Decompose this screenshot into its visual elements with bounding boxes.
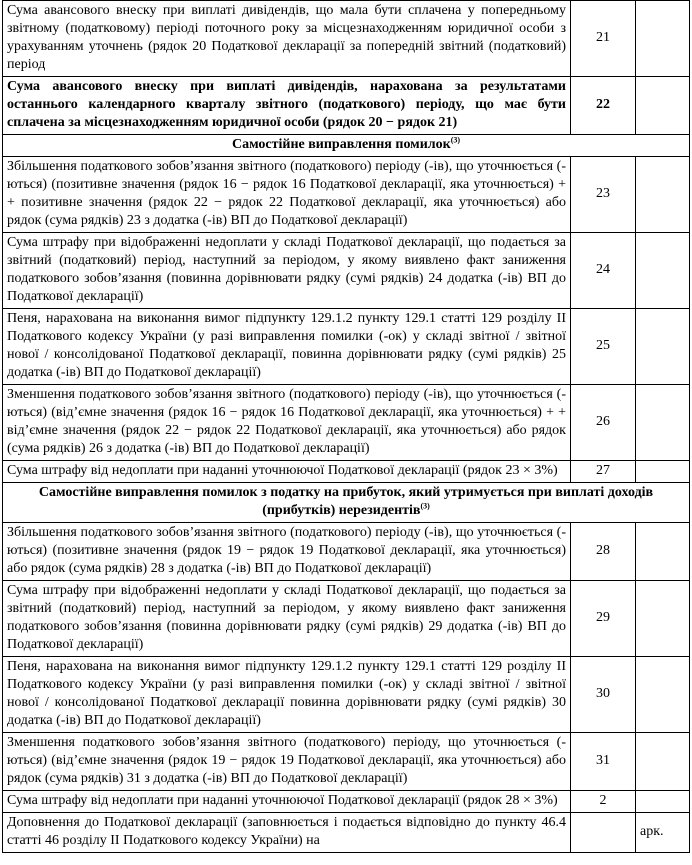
declaration-table xyxy=(2,0,690,853)
table-row xyxy=(3,309,690,385)
row-value-cell[interactable] xyxy=(636,233,690,309)
row-code: 23 xyxy=(571,157,636,233)
table-row xyxy=(3,385,690,461)
row-code: 29 xyxy=(571,581,636,657)
row-description: Сума авансового внеску при виплаті дивідендів, нарахована за результатами останнього календарного кварталу звітного (податкового) періоду, що має бути сплачена за місцезнаходженням юридичної особи (рядок 20 − рядок 21) xyxy=(3,77,571,135)
section-title-text: Самостійне виправлення помилок з податку на прибуток, який утримується при виплаті доходів (прибутків) нерезидентів xyxy=(38,485,654,518)
row-description: Доповнення до Податкової декларації (заповнюється і подається відповідно до пункту 46.4 статті 46 розділу II Податкового кодексу України) на xyxy=(3,813,571,853)
row-description: Зменшення податкового зобов’язання звітного (податкового) періоду (-ів), що уточнюється (-ються) (від’ємне значення (рядок 16 − рядок 16 Податкової декларації, яка уточнюється) + + від’ємне значення (рядок 22 − рядок 22 Податкової декларації, яка уточнюється) або рядок (сума рядків) 26 з додатка (-ів) ВП до Податкової декларації) xyxy=(3,385,571,461)
row-code: 27 xyxy=(571,461,636,483)
row-description: Сума штрафу при відображенні недоплати у складі Податкової декларації, що подається за звітний (податковий) період, наступний за періодом, у якому виявлено факт заниження податкового зобов’язання (повинна дорівнювати рядку (сумі рядків) 24 додатка (-ів) ВП до Податкової декларації) xyxy=(3,233,571,309)
table-row xyxy=(3,1,690,77)
footnote-marker: (3) xyxy=(450,135,461,145)
row-description: Сума штрафу від недоплати при наданні уточнюючої Податкової декларації (рядок 28 × 3%) xyxy=(3,791,571,813)
row-value-cell[interactable] xyxy=(636,461,690,483)
row-description: Сума авансового внеску при виплаті дивідендів, що мала бути сплачена у попередньому звітному (податковому) періоді поточного року за місцезнаходженням юридичної особи з урахуванням уточнень (рядок 20 Податкової декларації за попередній звітний (податковий) період xyxy=(3,1,571,77)
row-value-cell[interactable]: арк. xyxy=(636,813,690,853)
table-row xyxy=(3,157,690,233)
row-description: Збільшення податкового зобов’язання звітного (податкового) періоду (-ів), що уточнюється (-ються) (позитивне значення (рядок 19 − рядок 19 Податкової декларації, яка уточнюється) або рядок (сума рядків) 28 з додатка (-ів) ВП до Податкової декларації) xyxy=(3,523,571,581)
row-code: 22 xyxy=(571,77,636,135)
row-description: Сума штрафу від недоплати при наданні уточнюючої Податкової декларації (рядок 23 × 3%) xyxy=(3,461,571,483)
row-code: 21 xyxy=(571,1,636,77)
row-code: 31 xyxy=(571,733,636,791)
row-code xyxy=(571,813,636,853)
row-description: Збільшення податкового зобов’язання звітного (податкового) періоду (-ів), що уточнюється (-ються) (позитивне значення (рядок 16 − рядок 16 Податкової декларації, яка уточнюється) + + позитивне значення (рядок 22 − рядок 22 Податкової декларації, яка уточнюється) або рядок (сума рядків) 23 з додатка (-ів) ВП до Податкової декларації) xyxy=(3,157,571,233)
row-value-cell[interactable] xyxy=(636,309,690,385)
table-row xyxy=(3,581,690,657)
row-description: Пеня, нарахована на виконання вимог підпункту 129.1.2 пункту 129.1 статті 129 розділу II Податкового кодексу України (у разі виправлення помилки (-ок) у складі звітної / звітної нової / консолідованої Податкової декларації повинна дорівнювати рядку (сумі рядків) 30 додатка (-ів) ВП до Податкової декларації) xyxy=(3,657,571,733)
section-header-row xyxy=(3,135,690,157)
section-title-text: Самостійне виправлення помилок xyxy=(231,137,451,152)
row-code: 26 xyxy=(571,385,636,461)
row-value-cell[interactable] xyxy=(636,523,690,581)
table-row xyxy=(3,657,690,733)
table-row xyxy=(3,733,690,791)
row-value-cell[interactable] xyxy=(636,1,690,77)
row-value-cell[interactable] xyxy=(636,385,690,461)
row-value-cell[interactable] xyxy=(636,77,690,135)
row-code: 24 xyxy=(571,233,636,309)
row-description: Зменшення податкового зобов’язання звітного (податкового) періоду, що уточнюється (-ються) (від’ємне значення (рядок 19 − рядок 19 Податкової декларації, яка уточнюється) або рядок (сума рядків) 31 з додатка (-ів) ВП до Податкової декларації) xyxy=(3,733,571,791)
table-row xyxy=(3,813,690,853)
table-row xyxy=(3,461,690,483)
row-value-cell[interactable] xyxy=(636,733,690,791)
section-title xyxy=(3,135,690,157)
row-value-cell[interactable] xyxy=(636,581,690,657)
row-code: 30 xyxy=(571,657,636,733)
row-description: Пеня, нарахована на виконання вимог підпункту 129.1.2 пункту 129.1 статті 129 розділу II Податкового кодексу України (у разі виправлення помилки (-ок) у складі звітної / звітної нової / консолідованої Податкової декларації, повинна дорівнювати рядку (сумі рядків) 25 додатка (-ів) ВП до Податкової декларації) xyxy=(3,309,571,385)
footnote-marker: (3) xyxy=(420,501,430,511)
row-code: 2 xyxy=(571,791,636,813)
table-row xyxy=(3,791,690,813)
table-row xyxy=(3,523,690,581)
row-code: 28 xyxy=(571,523,636,581)
table-row xyxy=(3,233,690,309)
row-value-cell[interactable] xyxy=(636,157,690,233)
row-code: 25 xyxy=(571,309,636,385)
section-header-row xyxy=(3,483,690,523)
table-row xyxy=(3,77,690,135)
declaration-table-body xyxy=(3,1,690,853)
section-title xyxy=(3,483,690,523)
row-value-cell[interactable] xyxy=(636,657,690,733)
row-value-cell[interactable] xyxy=(636,791,690,813)
row-description: Сума штрафу при відображенні недоплати у складі Податкової декларації, що подається за звітний (податковий) період, наступний за періодом, у якому виявлено факт заниження податкового зобов’язання (повинна дорівнювати рядку (сумі рядків) 29 додатка (-ів) ВП до Податкової декларації) xyxy=(3,581,571,657)
